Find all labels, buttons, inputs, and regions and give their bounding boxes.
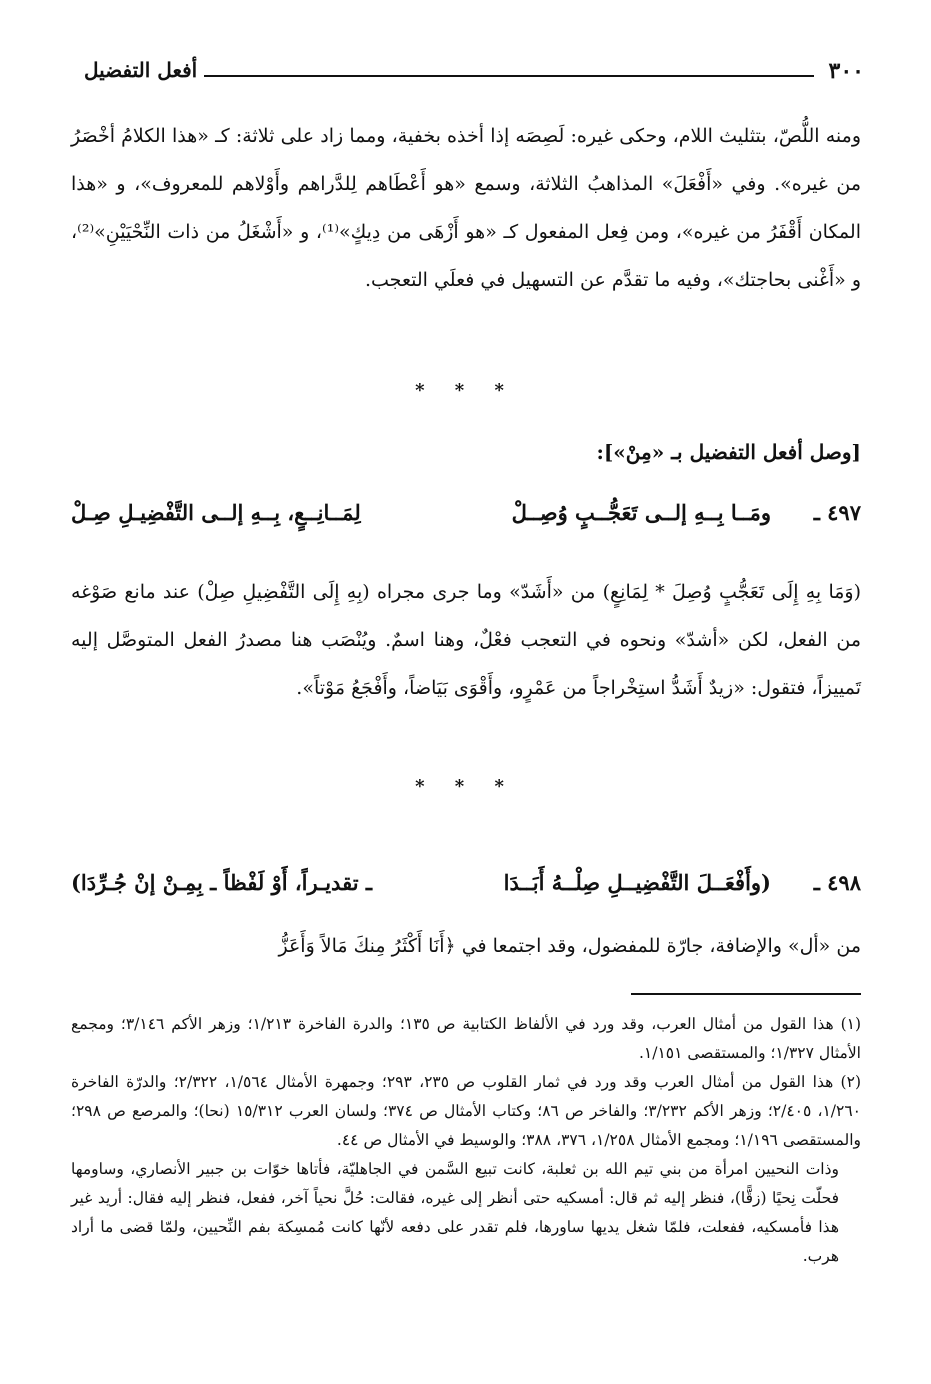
footnote-2-commentary: وذات النحيين امرأة من بني تيم الله بن ثعلبة، كانت تبيع السَّمن في الجاهليّة، فأتاها خوّات بن جبير الأنصاري، وساومها فحلّت نِحيًا (زقًّا)، فنظر إليه ثم قال: أمسكيه حتى أنظر إلى غيره، فقالت: حُلَّ نحياً آخر، ففعل، فنظر إليه فقال: أريد غير هذا فأمسكيه، ففعلت، فلمّا شغل يديها ساورها، فلم تقدر على دفعه لأنّها كانت مُمسِكة بفم النِّحيين، ولمّا قضى ما أراد هرب.	[71, 1160, 839, 1265]
verse-hemistich-second: ـ تقديـراً، أَوْ لَفْظاً ـ بِمِـنْ إنْ جُـرِّدَا)	[71, 870, 373, 895]
footnote-1: (١) هذا القول من أمثال العرب، وقد ورد في الألفاظ الكتابية ص ١٣٥؛ والدرة الفاخرة ١/٢١٣؛ وزهر الأكم ٣/١٤٦؛ ومجمع الأمثال ١/٣٢٧؛ والمستقصى ١/١٥١.	[71, 1015, 862, 1062]
verse-497	[71, 500, 861, 540]
footnote-separator	[631, 993, 861, 995]
page-number: ٣٠٠	[828, 58, 864, 84]
verse-number: ٤٩٧ ـ	[813, 500, 861, 525]
paragraph-3: من «أل» والإضافة، جارّة للمفضول، وقد اجتمعا في ﴿أَنَا أَكْثَرُ مِنكَ مَالاً وَأَعَزُّ	[278, 935, 861, 957]
section-heading: [وصل أفعل التفضيل بـ «مِنْ»]:	[596, 440, 861, 464]
paragraph-1: ومنه اللُّصّ، بتثليث اللام، وحكى غيره: لَصِصَه إذا أخذه بخفية، ومما زاد على ثلاثة: كـ «هذا الكلامُ أخْصَرُ من غيره». وفي «أَفْعَلَ» المذاهبُ الثلاثة، وسمع «هو أَعْطَاهم لِلدَّراهم وأَوْلاهم للمعروف»، و «هذا المكان أَقْفَرُ من غيره»، ومن فِعل المفعول كـ «هو أَزْهَى من دِيكٍ»⁽¹⁾، و «أَشْغَلُ من ذات النِّحْيَيْنِ»⁽²⁾، و «أَغْنى بحاجتك»، وفيه ما تقدَّم عن التسهيل في فعلَي التعجب.	[71, 125, 861, 291]
verse-hemistich-first: (وأَفْعَــلَ التَّفْضِيــلِ صِلْــهُ أَبَــدَا	[503, 870, 771, 895]
verse-498	[71, 870, 861, 910]
section-separator-1: * * *	[415, 380, 516, 401]
footnote-2: (٢) هذا القول من أمثال العرب وقد ورد في ثمار القلوب ص ٢٣٥، ٢٩٣؛ وجمهرة الأمثال ١/٥٦٤، ٢/٣٢٢؛ والدرّة الفاخرة ١/٢٦٠، ٢/٤٠٥؛ وزهر الأكم ٣/٢٣٢؛ والفاخر ص ٨٦؛ وكتاب الأمثال ص ٣٧٤؛ ولسان العرب ١٥/٣١٢ (نحا)؛ والمرصع ص ٢٩٨؛ والمستقصى ١/١٩٦؛ ومجمع الأمثال ١/٢٥٨، ٣٧٦، ٣٨٨؛ والوسيط في الأمثال ص ٤٤.	[71, 1073, 862, 1149]
page-header	[84, 58, 864, 88]
running-title: أفعل التفضيل	[84, 58, 198, 82]
header-rule	[204, 75, 814, 77]
section-separator-2: * * *	[415, 776, 516, 797]
footnotes	[71, 1010, 861, 1271]
paragraph-2: (وَمَا بِهِ إِلَى تَعَجُّبٍ وُصِلَ * لِمَانِعٍ) من «أَشَدّ» وما جرى مجراه (بِهِ إِلَى التَّفْضِيلِ صِلْ) عند مانع صَوْغه من الفعل، لكن «أشدّ» ونحوه في التعجب فعْلٌ، وهنا اسمٌ. ويُنْصَب هنا مصدرُ الفعل المتوصَّل إليه تَمييزاً، فتقول: «زيدٌ أَشَدُّ استِخْراجاً من عَمْرٍو، وأَقْوَى بَيَاضاً، وأَفْجَعُ مَوْتاً».	[71, 581, 861, 699]
verse-hemistich-first: ومَــا بِــهِ إلــى تَعَجُّــبٍ وُصِــلْ	[511, 500, 771, 525]
verse-number: ٤٩٨ ـ	[813, 870, 861, 895]
verse-hemistich-second: لِمَــانِــعٍ، بِــهِ إلــى التَّفْضِيـلِ صِـلْ	[71, 500, 361, 525]
